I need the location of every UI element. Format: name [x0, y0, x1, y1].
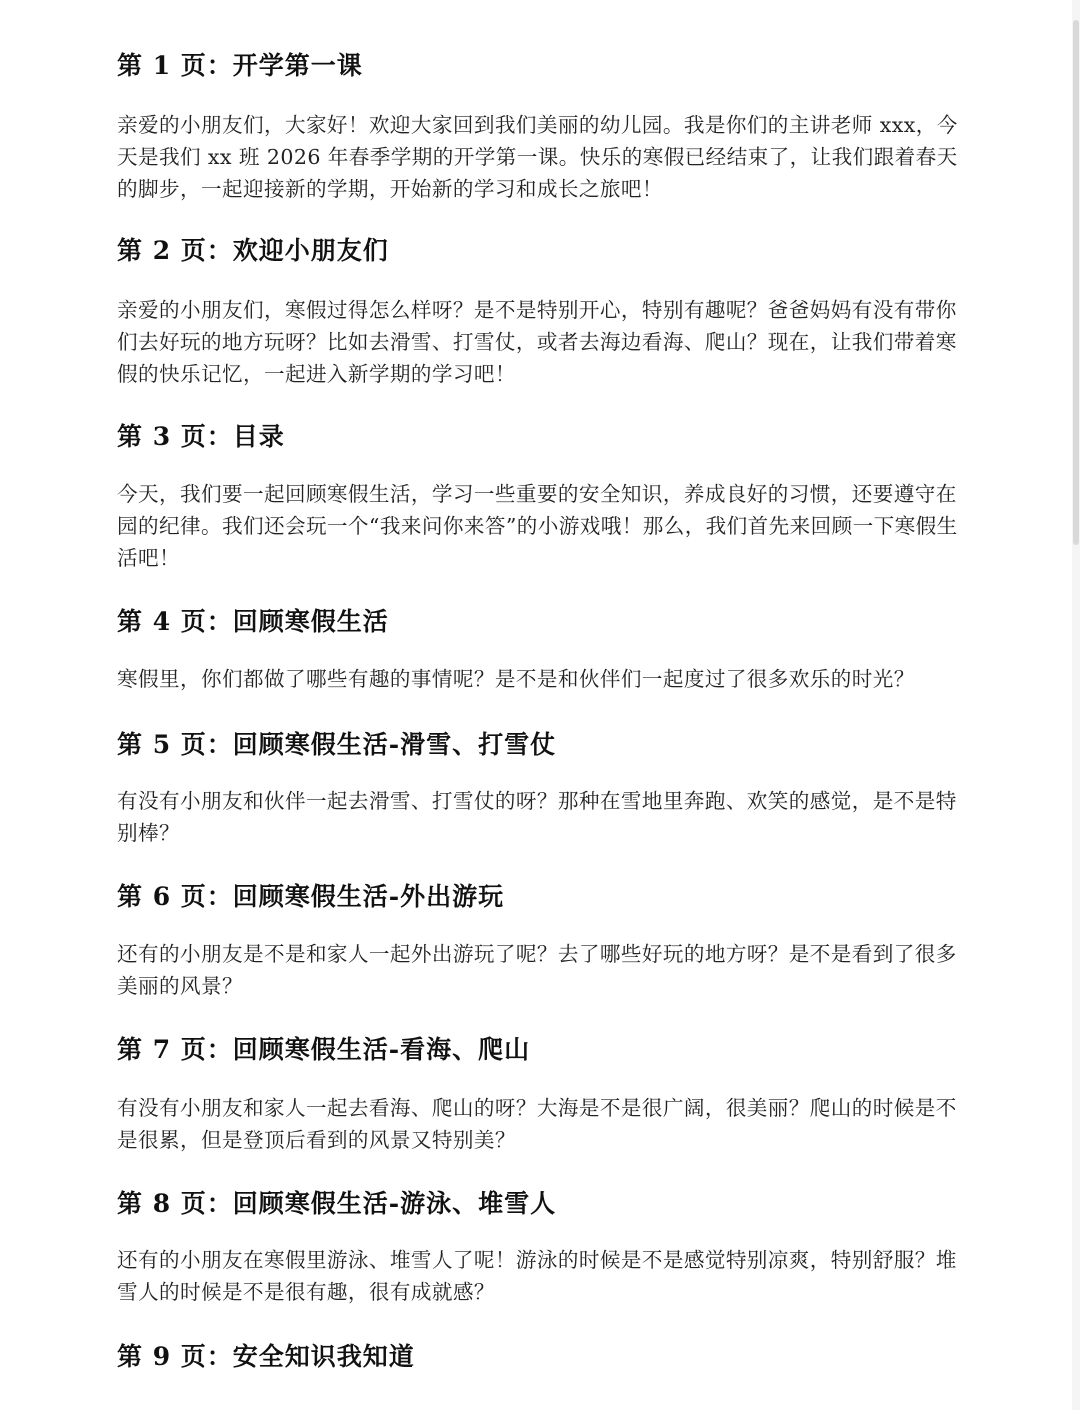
section-body-2: 亲爱的小朋友们，寒假过得怎么样呀？是不是特别开心，特别有趣呢？爸爸妈妈有没有带你们去好玩的地方玩呀？比如去滑雪、打雪仗，或者去海边看海、爬山？现在，让我们带着寒假的快乐记忆，一起进入新学期的学习吧！ — [117, 298, 957, 386]
scrollbar[interactable] — [1072, 0, 1080, 1410]
section-body-1: 亲爱的小朋友们，大家好！欢迎大家回到我们美丽的幼儿园。我是你们的主讲老师 xxx，今天是我们 xx 班 2026 年春季学期的开学第一课。快乐的寒假已经结束了，让我们跟着春天的脚步，一起迎接新的学期，开始新的学习和成长之旅吧！ — [117, 113, 958, 201]
section-body-5: 有没有小朋友和伙伴一起去滑雪、打雪仗的呀？那种在雪地里奔跑、欢笑的感觉，是不是特别棒？ — [117, 789, 957, 845]
section-title-9: 第 9 页：安全知识我知道 — [117, 1342, 415, 1371]
section-body-3: 今天，我们要一起回顾寒假生活，学习一些重要的安全知识，养成良好的习惯，还要遵守在园的纪律。我们还会玩一个“我来问你来答”的小游戏哦！那么，我们首先来回顾一下寒假生活吧！ — [117, 482, 958, 570]
section-title-2: 第 2 页：欢迎小朋友们 — [117, 236, 389, 265]
section-body-6: 还有的小朋友是不是和家人一起外出游玩了呢？去了哪些好玩的地方呀？是不是看到了很多美丽的风景？ — [117, 942, 957, 998]
section-title-3: 第 3 页：目录 — [117, 422, 285, 451]
section-title-1: 第 1 页：开学第一课 — [117, 51, 363, 80]
section-body-7: 有没有小朋友和家人一起去看海、爬山的呀？大海是不是很广阔，很美丽？爬山的时候是不是很累，但是登顶后看到的风景又特别美？ — [117, 1096, 957, 1152]
section-body-4: 寒假里，你们都做了哪些有趣的事情呢？是不是和伙伴们一起度过了很多欢乐的时光？ — [117, 667, 915, 691]
scrollbar-thumb[interactable] — [1073, 20, 1079, 545]
section-title-7: 第 7 页：回顾寒假生活-看海、爬山 — [117, 1035, 531, 1064]
section-body-8: 还有的小朋友在寒假里游泳、堆雪人了呢！游泳的时候是不是感觉特别凉爽，特别舒服？堆雪人的时候是不是很有趣，很有成就感？ — [117, 1248, 957, 1304]
section-title-8: 第 8 页：回顾寒假生活-游泳、堆雪人 — [117, 1189, 557, 1218]
section-title-5: 第 5 页：回顾寒假生活-滑雪、打雪仗 — [117, 730, 557, 759]
section-title-6: 第 6 页：回顾寒假生活-外出游玩 — [117, 882, 505, 911]
section-title-4: 第 4 页：回顾寒假生活 — [117, 607, 389, 636]
